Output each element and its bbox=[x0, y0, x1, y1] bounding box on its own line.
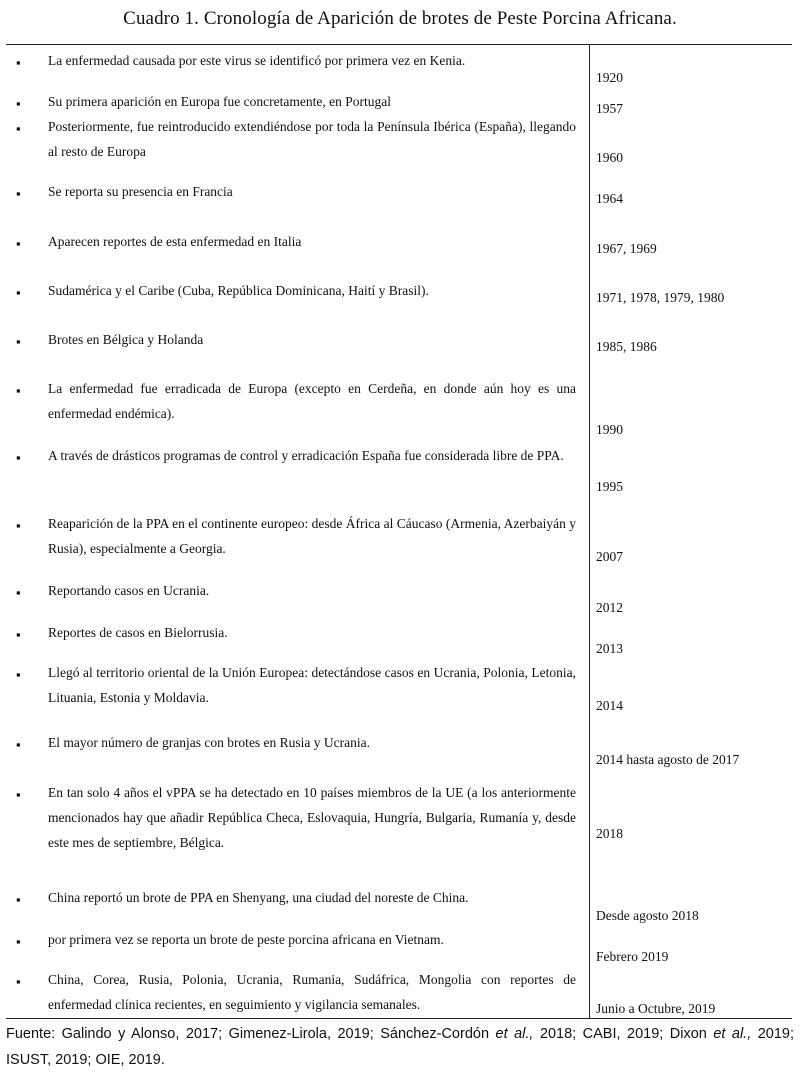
event-year: 1971, 1978, 1979, 1980 bbox=[596, 290, 725, 305]
bullet-icon: ▪ bbox=[16, 737, 21, 752]
bullet-icon: ▪ bbox=[16, 186, 21, 201]
event-description: Llegó al territorio oriental de la Unión Europea: detectándose casos en Ucrania, Polonia, Letonia, Lituania, Estonia y Moldavia. bbox=[48, 665, 576, 705]
bullet-icon: ▪ bbox=[16, 892, 21, 907]
event-year: 1964 bbox=[596, 191, 623, 206]
bullet-icon: ▪ bbox=[16, 667, 21, 682]
event-description: La enfermedad causada por este virus se identificó por primera vez en Kenia. bbox=[48, 53, 466, 68]
event-year: 2007 bbox=[596, 549, 623, 564]
bullet-icon: ▪ bbox=[16, 121, 21, 136]
bullet-icon: ▪ bbox=[16, 334, 21, 349]
event-description: La enfermedad fue erradicada de Europa (excepto en Cerdeña, en donde aún hoy es una enfermedad endémica). bbox=[48, 381, 576, 421]
event-year: Junio a Octubre, 2019 bbox=[596, 1001, 716, 1016]
source-text-2: 2018; CABI, 2019; Dixon bbox=[533, 1026, 714, 1042]
event-description: El mayor número de granjas con brotes en Rusia y Ucrania. bbox=[48, 735, 371, 750]
source-etal-1: et al., bbox=[495, 1026, 534, 1042]
event-description: A través de drásticos programas de control y erradicación España fue considerada libre de PPA. bbox=[48, 448, 564, 463]
event-description: Brotes en Bélgica y Holanda bbox=[48, 332, 204, 347]
bullet-icon: ▪ bbox=[16, 450, 21, 465]
bullet-icon: ▪ bbox=[16, 96, 21, 111]
bullet-icon: ▪ bbox=[16, 383, 21, 398]
event-description: Su primera aparición en Europa fue concretamente, en Portugal bbox=[48, 94, 391, 109]
event-year: 1967, 1969 bbox=[596, 241, 657, 256]
event-year: 1985, 1986 bbox=[596, 339, 657, 354]
event-description: Reaparición de la PPA en el continente europeo: desde África al Cáucaso (Armenia, Azerbaiyán y Rusia), especialmente a Georgia. bbox=[48, 516, 576, 556]
source-text-1: Fuente: Galindo y Alonso, 2017; Gimenez-Lirola, 2019; Sánchez-Cordón bbox=[6, 1026, 496, 1042]
event-year: 1990 bbox=[596, 422, 623, 437]
table-title: Cuadro 1. Cronología de Aparición de brotes de Peste Porcina Africana. bbox=[123, 8, 677, 29]
event-description: China reportó un brote de PPA en Shenyang, una ciudad del noreste de China. bbox=[48, 890, 469, 905]
event-year: Febrero 2019 bbox=[596, 949, 669, 964]
bullet-icon: ▪ bbox=[16, 55, 21, 70]
chronology-table bbox=[6, 44, 792, 1019]
event-year: 2012 bbox=[596, 600, 623, 615]
event-year: 2014 bbox=[596, 698, 623, 713]
event-year: 2013 bbox=[596, 641, 623, 656]
event-description: Aparecen reportes de esta enfermedad en Italia bbox=[48, 234, 302, 249]
event-year: 1960 bbox=[596, 150, 623, 165]
bullet-icon: ▪ bbox=[16, 627, 21, 642]
event-year: 2014 hasta agosto de 2017 bbox=[596, 752, 740, 767]
event-year: 1995 bbox=[596, 479, 623, 494]
event-description: Posteriormente, fue reintroducido extendiéndose por toda la Península Ibérica (España), llegando al resto de Europa bbox=[48, 119, 576, 159]
event-description: China, Corea, Rusia, Polonia, Ucrania, Rumania, Sudáfrica, Mongolia con reportes de enfermedad clínica recientes, en seguimiento y vigilancia semanales. bbox=[48, 972, 576, 1012]
bullet-icon: ▪ bbox=[16, 518, 21, 533]
bullet-icon: ▪ bbox=[16, 585, 21, 600]
bullet-icon: ▪ bbox=[16, 236, 21, 251]
source-text-3: 2019; ISUST, 2019; OIE, 2019. bbox=[6, 1026, 795, 1068]
event-description: En tan solo 4 años el vPPA se ha detectado en 10 países miembros de la UE (a los anteriormente mencionados hay que añadir República Checa, Eslovaquia, Hungría, Bulgaria, Rumanía y, desde este mes de septiembre, Bélgica. bbox=[48, 785, 576, 850]
bullet-icon: ▪ bbox=[16, 934, 21, 949]
source-etal-2: et al., bbox=[713, 1026, 752, 1042]
event-year: Desde agosto 2018 bbox=[596, 908, 699, 923]
event-description: Reportando casos en Ucrania. bbox=[48, 583, 210, 598]
event-description: Reportes de casos en Bielorrusia. bbox=[48, 625, 228, 640]
column-divider bbox=[589, 45, 590, 1018]
event-description: Se reporta su presencia en Francia bbox=[48, 184, 233, 199]
event-description: por primera vez se reporta un brote de peste porcina africana en Vietnam. bbox=[48, 932, 444, 947]
event-year: 1920 bbox=[596, 70, 623, 85]
source-note bbox=[6, 1021, 794, 1073]
bullet-icon: ▪ bbox=[16, 974, 21, 989]
event-year: 2018 bbox=[596, 826, 623, 841]
bullet-icon: ▪ bbox=[16, 787, 21, 802]
bullet-icon: ▪ bbox=[16, 285, 21, 300]
event-year: 1957 bbox=[596, 101, 623, 116]
event-description: Sudamérica y el Caribe (Cuba, República Dominicana, Haití y Brasil). bbox=[48, 283, 429, 298]
